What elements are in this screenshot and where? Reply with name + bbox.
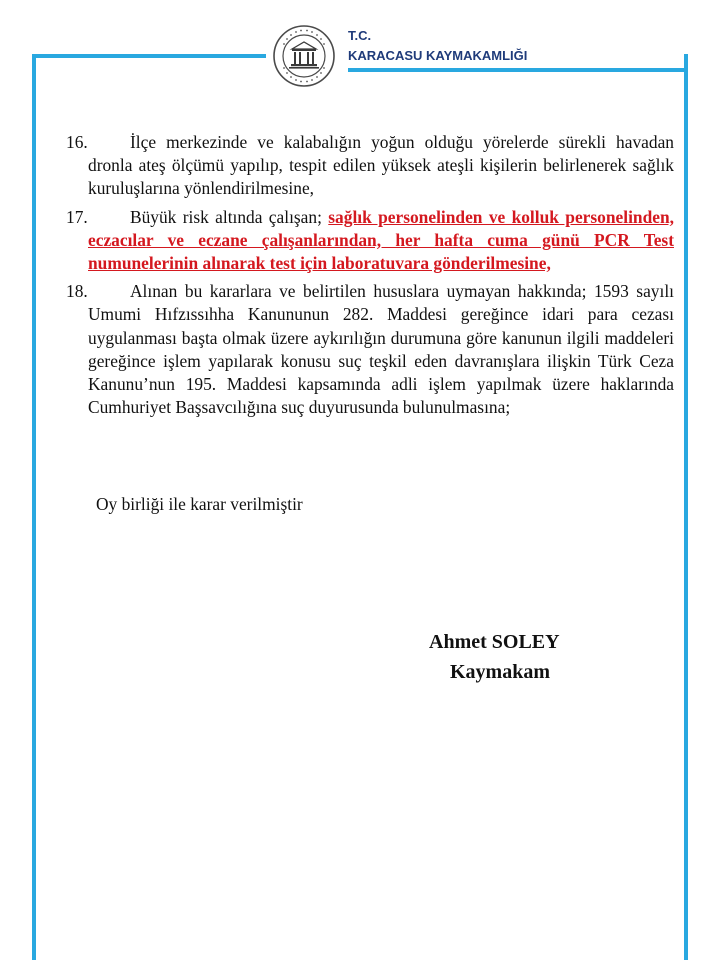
item-highlighted-text: sağlık personelinden ve kolluk personelinden, eczacılar ve eczane çalışanlarından, her hafta cuma günü PCR Test numunelerinin alınarak test için laboratuvara gönderilmesine, [88, 206, 674, 274]
frame-right-border [684, 54, 688, 960]
signatory-name: Ahmet SOLEY [429, 631, 560, 653]
header-title-block [348, 26, 527, 66]
signatory-title: Kaymakam [450, 661, 550, 683]
decision-items [66, 131, 674, 424]
item-number: 18. [66, 281, 88, 302]
frame-top-right-border [348, 68, 688, 72]
decision-item-18 [66, 280, 674, 419]
decision-item-16 [66, 131, 674, 201]
item-text: Büyük risk altında çalışan; [130, 206, 322, 227]
header-state: T.C. [348, 28, 372, 43]
frame-left-border [32, 54, 36, 960]
header-office: KARACASU KAYMAKAMLIĞI [348, 48, 528, 63]
item-number: 16. [66, 132, 88, 152]
item-text: Alınan bu kararlara ve belirtilen hususlara uymayan hakkında; 1593 sayılı Umumi Hıfzıssıhha Kanununun 282. Maddesi gereğince idari para cezası uygulanması başta olmak üzere aykırılığın durumuna göre kanunun ilgili maddeleri gereğince işlem yapılarak konusu suç teşkil eden davranışlara ilişkin Türk Ceza Kanunu’nun 195. Maddesi kapsamında adli işlem yapılmak üzere haklarında Cumhuriyet Başsavcılığına suç duyurusunda bulunulmasına; [88, 281, 674, 418]
item-number: 17. [66, 206, 88, 227]
conclusion-text: Oy birliği ile karar verilmiştir [96, 494, 303, 514]
district-governorship-seal-logo [272, 22, 336, 90]
item-text: İlçe merkezinde ve kalabalığın yoğun olduğu yörelerde sürekli havadan dronla ateş ölçümü yapılıp, tespit edilen yüksek ateşli kişilerin belirlenerek sağlık kuruluşlarına yönlendirilmesine, [88, 132, 674, 199]
frame-top-left-border [32, 54, 266, 58]
decision-item-17 [66, 206, 674, 276]
